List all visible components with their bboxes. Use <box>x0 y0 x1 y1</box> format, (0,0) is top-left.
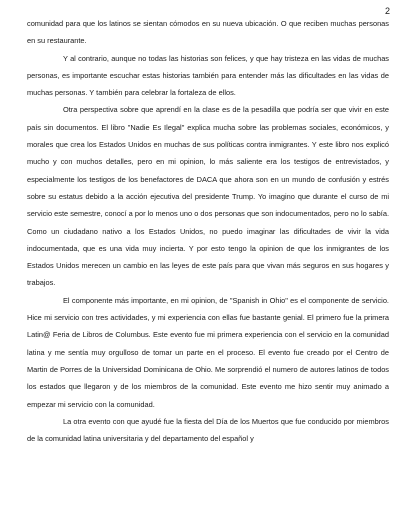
paragraph: Y al contrario, aunque no todas las historias son felices, y que hay tristeza en las vidas de muchas personas, es importante escuchar estas historias también para entender más las dificultades en las vidas de muchas personas. Y también para celebrar la fortaleza de ellos. <box>27 53 389 98</box>
paragraph: La otra evento con que ayudé fue la fiesta del Día de los Muertos que fue conducido por miembros de la comunidad latina universitaria y del departamento del español y <box>27 416 389 444</box>
paragraph: Otra perspectiva sobre que aprendí en la clase es de la pesadilla que podría ser que vivir en este país sin documentos. El libro "Nadie Es Ilegal" explica mucha sobre las problemas sociales, económicos, y morales que crea los Estados Unidos en muchas de sus políticas contra inmigrantes. Y este libro nos explicó mucho y con muchos detalles, pero en mi opinion, lo más saliente era los testigos de entrevistados, y especialmente los testigos de los benefactores de DACA que ahora son en un mundo de confusión y estrés sobre su estatus debido a la acción ejecutiva del presidente Trump. Yo imagino que durante el curso de mi servicio este semestre, conocí a por lo menos uno o dos personas que son indocumentados, pero no lo sabía. Como un ciudadano nativo a los Estados Unidos, no puedo imaginar las dificultades de vivir la vida indocumentada, que es una vida muy incierta. Y por esto tengo la opinion de que los inmigrantes de los Estados Unidos merecen un cambio en las leyes de este país para que vivan más seguros en sus hogares y trabajos. <box>27 105 389 288</box>
paragraph: comunidad para que los latinos se sientan cómodos en su nueva ubicación. O que reciben muchas personas en su restaurante. <box>27 19 389 46</box>
paragraph: El componente más importante, en mi opinion, de "Spanish in Ohio" es el componente de servicio. Hice mi servicio con tres actividades, y mi experiencia con ellas fue bastante genial. El primero fue la primera Latin@ Feria de Libros de Columbus. Este evento fue mi primera experiencia con el servicio en la comunidad latina y me sentía muy orgulloso de tomar un parte en el proceso. El evento fue creado por el Centro de Martin de Porres de la Universidad Dominicana de Ohio. Me sorprendió el numero de autores latinos de todos los estados que llegaron y de los miembros de la comunidad. Este evento me hizo sentir muy animado a empezar mi servicio con la comunidad. <box>27 295 389 409</box>
document-body <box>27 15 389 447</box>
page-number: 2 <box>384 6 390 16</box>
